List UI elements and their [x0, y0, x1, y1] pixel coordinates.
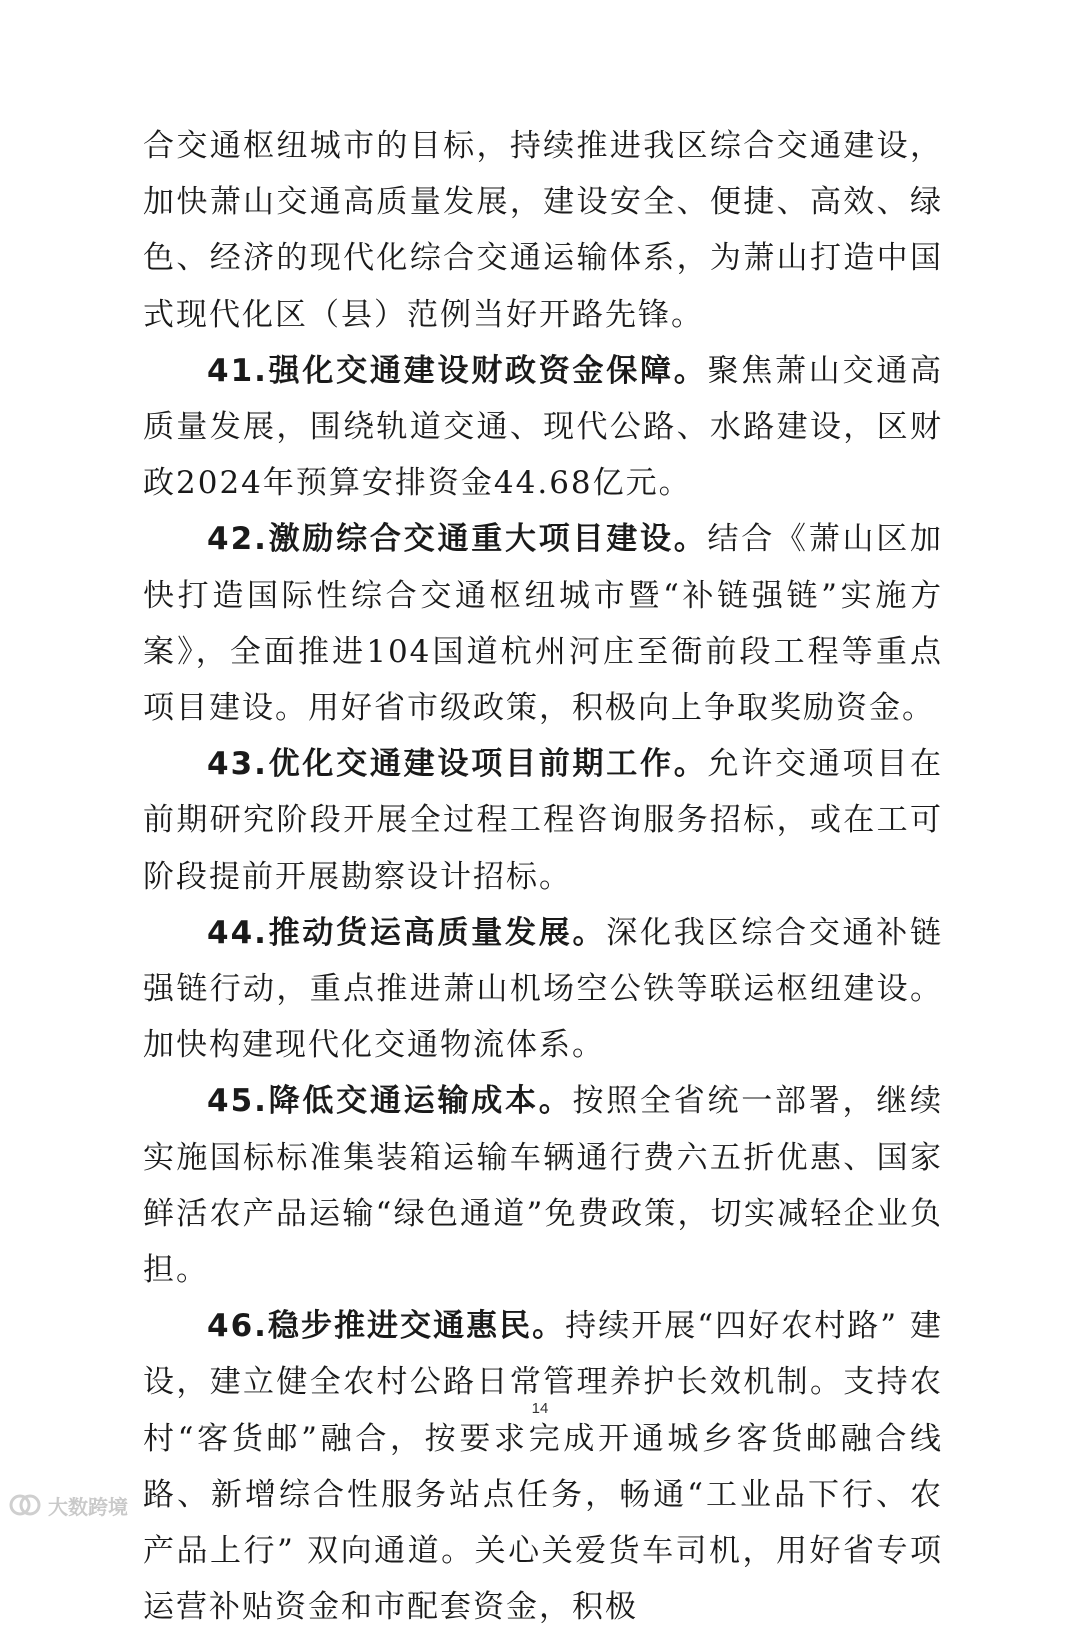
- paragraph-heading: 43.优化交通建设项目前期工作。: [207, 746, 708, 783]
- paragraph-41: [143, 343, 943, 512]
- paragraph-heading: 46.稳步推进交通惠民。: [207, 1308, 566, 1345]
- paragraph-text: 合交通枢纽城市的目标，持续推进我区综合交通建设，加快萧山交通高质量发展，建设安全、便捷、高效、绿色、经济的现代化综合交通运输体系，为萧山打造中国式现代化区（县）范例当好开路先锋。: [143, 128, 943, 333]
- paragraph-42: [143, 511, 943, 736]
- watermark-text: 大数跨境: [48, 1494, 128, 1519]
- paragraph-text: 允许交通项目在前期研究阶段开展全过程工程咨询服务招标，或在工可阶段提前开展勘察设计招标。: [143, 746, 944, 895]
- watermark-logo-icon: [8, 1493, 42, 1517]
- paragraph-text: 结合《萧山区加快打造国际性综合交通枢纽城市暨“补链强链”实施方案》，全面推进104国道杭州河庄至衙前段工程等重点项目建设。用好省市级政策，积极向上争取奖励资金。: [143, 521, 944, 727]
- paragraph-text: 深化我区综合交通补链强链行动，重点推进萧山机场空公铁等联运枢纽建设。加快构建现代化交通物流体系。: [143, 914, 944, 1064]
- paragraph-text: 持续开展“四好农村路” 建设，建立健全农村公路日常管理养护长效机制。支持农村“客货邮”融合，按要求完成开通城乡客货邮融合线路、新增综合性服务站点任务，畅通“工业品下行、农产品上行” 双向通道。关心关爱货车司机，用好省专项运营补贴资金和市配套资金，积极: [143, 1308, 943, 1626]
- paragraph-44: [143, 905, 943, 1074]
- paragraph-46: [143, 1298, 943, 1635]
- paragraph-text: 聚焦萧山交通高质量发展，围绕轨道交通、现代公路、水路建设，区财政2024年预算安排资金44.68亿元。: [143, 352, 944, 502]
- paragraph-heading: 44.推动货运高质量发展。: [207, 914, 607, 951]
- watermark: [8, 1490, 128, 1520]
- paragraph-heading: 42.激励综合交通重大项目建设。: [207, 521, 708, 558]
- paragraph-text: 按照全省统一部署，继续实施国标标准集装箱运输车辆通行费六五折优惠、国家鲜活农产品运输“绿色通道”免费政策，切实减轻企业负担。: [143, 1083, 944, 1289]
- paragraph-heading: 45.降低交通运输成本。: [207, 1083, 573, 1120]
- paragraph-heading: 41.强化交通建设财政资金保障。: [207, 352, 708, 389]
- page-number: 14: [531, 1400, 549, 1417]
- paragraph-continuation: [143, 118, 943, 343]
- paragraph-43: [143, 736, 943, 905]
- paragraph-45: [143, 1073, 943, 1298]
